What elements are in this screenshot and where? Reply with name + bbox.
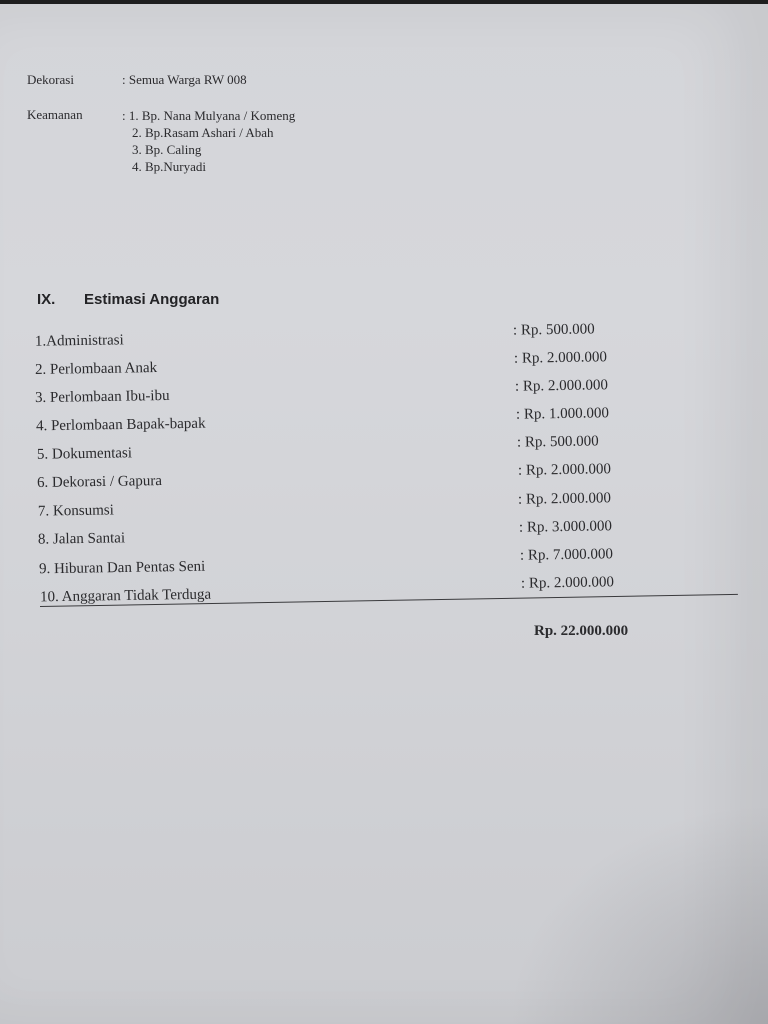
keamanan-member: : 1. Bp. Nana Mulyana / Komeng (122, 108, 296, 123)
budget-item-name: 1.Administrasi (34, 332, 124, 350)
section-title: Estimasi Anggaran (84, 291, 220, 308)
budget-item-amount: : Rp. 2.000.000 (520, 574, 615, 592)
section-number: IX. (37, 291, 56, 308)
budget-item-amount: : Rp. 2.000.000 (517, 461, 612, 479)
budget-item-amount: : Rp. 2.000.000 (514, 377, 609, 395)
budget-item-amount: : Rp. 500.000 (512, 321, 595, 339)
budget-item-amount: : Rp. 500.000 (516, 433, 599, 451)
budget-item-name: 10. Anggaran Tidak Terduga (39, 586, 212, 606)
keamanan-member: 2. Bp.Rasam Ashari / Abah (132, 125, 274, 140)
budget-item-name: 4. Perlombaan Bapak-bapak (35, 415, 206, 435)
budget-item-amount: : Rp. 2.000.000 (517, 490, 612, 508)
keamanan-member: 3. Bp. Caling (132, 142, 202, 157)
budget-item-name: 2. Perlombaan Anak (34, 360, 158, 378)
keamanan-member-list (122, 107, 295, 175)
keamanan-member: 4. Bp.Nuryadi (132, 159, 207, 174)
budget-item-name: 7. Konsumsi (37, 502, 114, 520)
dekorasi-label: Dekorasi (27, 72, 74, 87)
budget-item-name: 8. Jalan Santai (37, 530, 126, 548)
paper-sheet (0, 4, 768, 1024)
budget-item-amount: : Rp. 7.000.000 (519, 546, 614, 564)
budget-item-name: 3. Perlombaan Ibu-ibu (34, 387, 170, 407)
shadow-overlay (508, 804, 768, 1024)
budget-item-amount: : Rp. 2.000.000 (513, 349, 608, 367)
budget-item-name: 6. Dekorasi / Gapura (36, 473, 163, 491)
budget-item-amount: : Rp. 1.000.000 (515, 405, 610, 423)
budget-item-name: 9. Hiburan Dan Pentas Seni (38, 558, 206, 578)
dekorasi-value: : Semua Warga RW 008 (122, 72, 247, 87)
keamanan-label: Keamanan (27, 107, 83, 122)
total-amount: Rp. 22.000.000 (534, 623, 629, 639)
budget-item-name: 5. Dokumentasi (36, 445, 133, 463)
section-heading (37, 291, 219, 308)
budget-item-amount: : Rp. 3.000.000 (518, 518, 613, 536)
